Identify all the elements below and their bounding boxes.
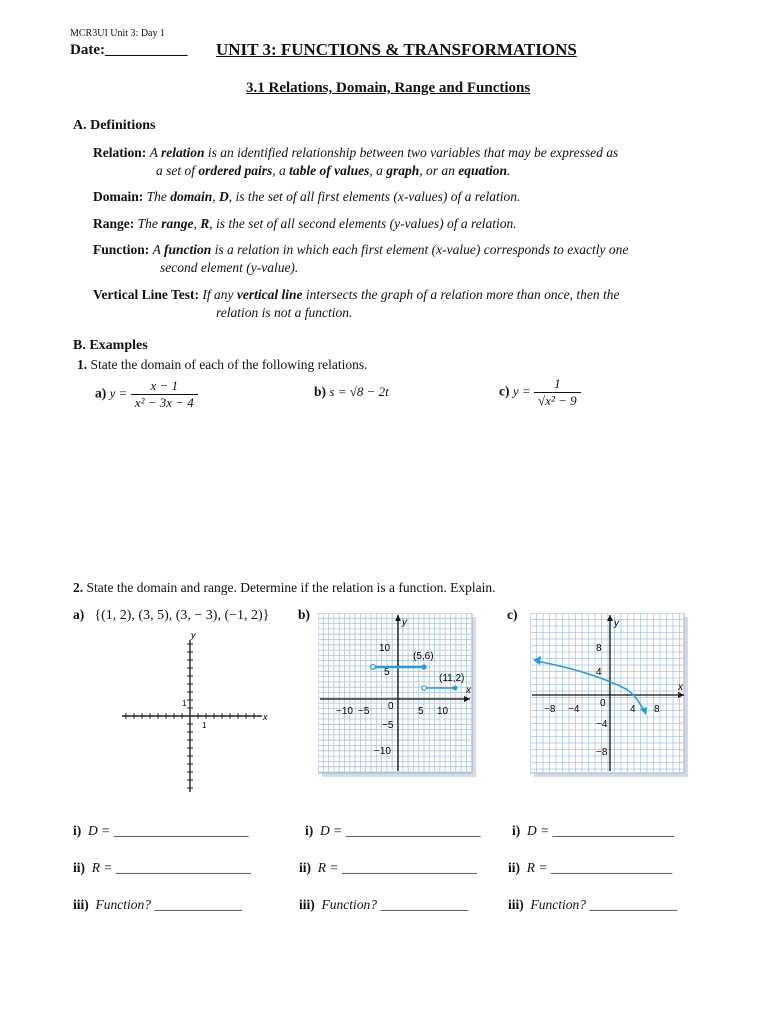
graph-b-tick-x-3: 5	[418, 706, 424, 717]
examples-heading: B. Examples	[73, 338, 148, 353]
graph-c-tick-x-2: 0	[600, 698, 606, 709]
graph-c-tick-x-1: −4	[568, 704, 580, 715]
graph-c-tick-y-0: 8	[596, 643, 602, 654]
graph-a-x-label: x	[263, 712, 268, 722]
graph-b-x-label: x	[466, 685, 471, 696]
question-2a: a) {(1, 2), (3, 5), (3, − 3), (−1, 2)}	[73, 607, 270, 623]
answer-a-range: ii) R = ____________________	[73, 860, 251, 875]
graph-b-tick-y-2: −5	[382, 720, 394, 731]
section-title: 3.1 Relations, Domain, Range and Functions	[246, 80, 531, 96]
range-definition: Range: The range, R, is the set of all second elements (y-values) of a relation.	[93, 216, 517, 231]
date-label: Date:___________	[70, 42, 188, 58]
graph-b-tick-y-3: −10	[374, 746, 391, 757]
answer-c-range: ii) R = __________________	[508, 860, 673, 875]
function-definition-cont: second element (y-value).	[160, 260, 299, 275]
graph-c-x-label: x	[678, 682, 683, 693]
vertical-line-test-cont: relation is not a function.	[216, 305, 353, 320]
graph-c-tick-y-1: 4	[596, 667, 602, 678]
graph-a-tick-y: 1	[182, 699, 187, 708]
domain-definition: Domain: The domain, D, is the set of all first elements (x-values) of a relation.	[93, 189, 521, 204]
graph-c-tick-y-2: −4	[596, 719, 608, 730]
answer-b-range: ii) R = ____________________	[299, 860, 477, 875]
graph-b-tick-x-2: 0	[388, 701, 394, 712]
definitions-heading: A. Definitions	[73, 118, 156, 133]
graph-c-y-label: y	[614, 618, 619, 629]
answer-c-function: iii) Function? _____________	[508, 897, 678, 912]
function-definition: Function: A function is a relation in which each first element (x-value) corresponds to exactly one	[93, 242, 629, 257]
graph-b-point-label-1: (11,2)	[439, 673, 465, 684]
question-1c: c) y = $\frac{1}{\text{√x² − 9}}$	[499, 376, 581, 409]
question-1a: a) y = $\frac{x - 1}{\text{x² − 3x − 4}}$	[95, 378, 198, 411]
graph-c-tick-y-3: −8	[596, 747, 608, 758]
graph-b-tick-y-0: 10	[379, 643, 391, 654]
relation-definition: Relation: A relation is an identified relationship between two variables that may be expressed as	[93, 145, 619, 160]
answer-c-domain: i) D = __________________	[512, 823, 675, 838]
unit-title: UNIT 3: FUNCTIONS & TRANSFORMATIONS	[216, 40, 577, 59]
graph-c-tick-x-4: 8	[654, 704, 660, 715]
graph-a	[118, 630, 278, 796]
question-1b: b) s = √8 − 2t	[314, 384, 389, 399]
graph-a-tick-x: 1	[202, 721, 207, 730]
vertical-line-test-definition: Vertical Line Test: If any vertical line intersects the graph of a relation more than once, then the	[93, 287, 620, 302]
answer-b-domain: i) D = ____________________	[305, 823, 481, 838]
graph-b-y-label: y	[402, 617, 407, 628]
answer-a-domain: i) D = ____________________	[73, 823, 249, 838]
answer-a-function: iii) Function? _____________	[73, 897, 243, 912]
question-2c-label: c)	[507, 607, 518, 622]
answer-b-function: iii) Function? _____________	[299, 897, 469, 912]
course-label: MCR3UI Unit 3: Day 1	[70, 28, 165, 39]
relation-definition-cont: a set of ordered pairs, a table of values, a graph, or an equation.	[156, 163, 511, 178]
question-2: 2. State the domain and range. Determine if the relation is a function. Explain.	[73, 580, 496, 595]
graph-b-tick-x-1: −5	[358, 706, 370, 717]
graph-c-tick-x-3: 4	[630, 704, 636, 715]
graph-c	[530, 613, 692, 781]
graph-b-tick-x-4: 10	[437, 706, 449, 717]
question-1: 1. State the domain of each of the following relations.	[77, 357, 368, 372]
graph-b	[318, 613, 480, 781]
graph-a-y-label: y	[191, 630, 196, 640]
graph-b-point-label-0: (5,6)	[413, 651, 434, 662]
graph-b-tick-y-1: 5	[384, 667, 390, 678]
question-2b-label: b)	[298, 607, 311, 622]
graph-c-tick-x-0: −8	[544, 704, 556, 715]
graph-b-tick-x-0: −10	[336, 706, 353, 717]
